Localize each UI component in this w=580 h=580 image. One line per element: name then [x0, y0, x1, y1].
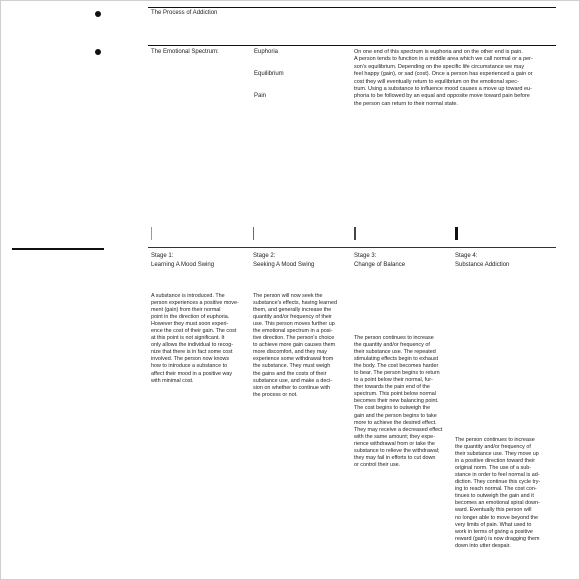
stage-3-text: The person continues to increase the quantity and/or frequency of their substance use. The repeated stimulating effects begin to exhaust the body. The cost becomes harder to bear. The person begins to return to a point below their normal, fur- ther towards the pain end of the spectrum. This point below normal becomes their new balancing point. The cost begins to outweigh the gain and the person begins to take more to achieve the desired effect. They may receive a decreased effect with the same amount; they expe- rience withdrawal from or take the substance to relieve the withdrawal; they may fail in efforts to cut down or control their use. — [354, 335, 443, 468]
stage-1-marker — [151, 227, 152, 240]
stage-1-text: A substance is introduced. The person experiences a positive move- ment (gain) from their normal point in the direction of euphoria. However they must soon experi- ence the cost of their gain. The cost at this point is not significant. It only allows the individual to recog- nize that there is in fact some cost involved. The person now knows how to introduce a substance to affect their mood in a positive way with minimal cost. — [151, 293, 239, 384]
bullet-dot — [95, 49, 101, 55]
stage-3-marker — [354, 227, 356, 240]
stages-rule — [148, 247, 556, 248]
spectrum-description: On one end of this spectrum is euphoria and on the other end is pain. A person tends to function in a middle area which we call normal or a per- son's equilibrium. Depending on the specific life circumstance we may feel happy (gain), or sad (cost). Once a person has experienced a gain or cost they will eventually return to equilibrium on the emotional spec- trum. Using a substance to influence mood causes a move up toward eu- phoria to be followed by an equal and opposite move toward pain before the person can return to their normal state. — [354, 49, 533, 107]
stage-1-title: Learning A Mood Swing — [151, 262, 215, 268]
spectrum-level-equilibrium: Equilibrium — [254, 71, 284, 77]
spectrum-label: The Emotional Spectrum: — [151, 49, 219, 55]
stage-2-marker — [253, 227, 254, 240]
stage-2-number: Stage 2: — [253, 253, 276, 259]
stage-1-number: Stage 1: — [151, 253, 174, 259]
page-title: The Process of Addiction — [151, 10, 218, 16]
spectrum-level-euphoria: Euphoria — [254, 49, 279, 55]
stage-4-text: The person continues to increase the quantity and/or frequency of their substance use. They move up in a positive direction toward their original norm. The use of a sub- stance in order to feel normal is ad- diction. They continue this cycle try- ing to reach normal. The cost con- tinues to outweigh the gain and it becomes an emotional spiral down- ward. Eventually this person will no longer able to move beyond the very limits of pain. What used to work in terms of giving a positive reward (gain) is now dragging them down into utter despair. — [455, 437, 541, 549]
stage-4-number: Stage 4: — [455, 253, 478, 259]
header-rule — [148, 7, 556, 8]
stage-3-title: Change of Balance — [354, 262, 406, 268]
spectrum-level-pain: Pain — [254, 93, 267, 99]
left-rule — [12, 248, 104, 250]
section-rule — [148, 45, 556, 46]
bullet-dot — [95, 11, 101, 17]
stage-3-number: Stage 3: — [354, 253, 377, 259]
stage-2-title: Seeking A Mood Swing — [253, 262, 315, 268]
stage-4-marker — [455, 227, 458, 240]
stage-4-title: Substance Addiction — [455, 262, 510, 268]
stage-2-text: The person will now seek the substance's effects, having learned them, and generally increase the quantity and/or frequency of their use. This person moves further up the emotional spectrum in a posi- tive direction. The person's choice to achieve more gain causes them more discomfort, and they may experience some withdrawal from the substance. They must weigh the gains and the costs of their substance use, and make a deci- sion on whether to continue with the process or not. — [253, 293, 337, 398]
